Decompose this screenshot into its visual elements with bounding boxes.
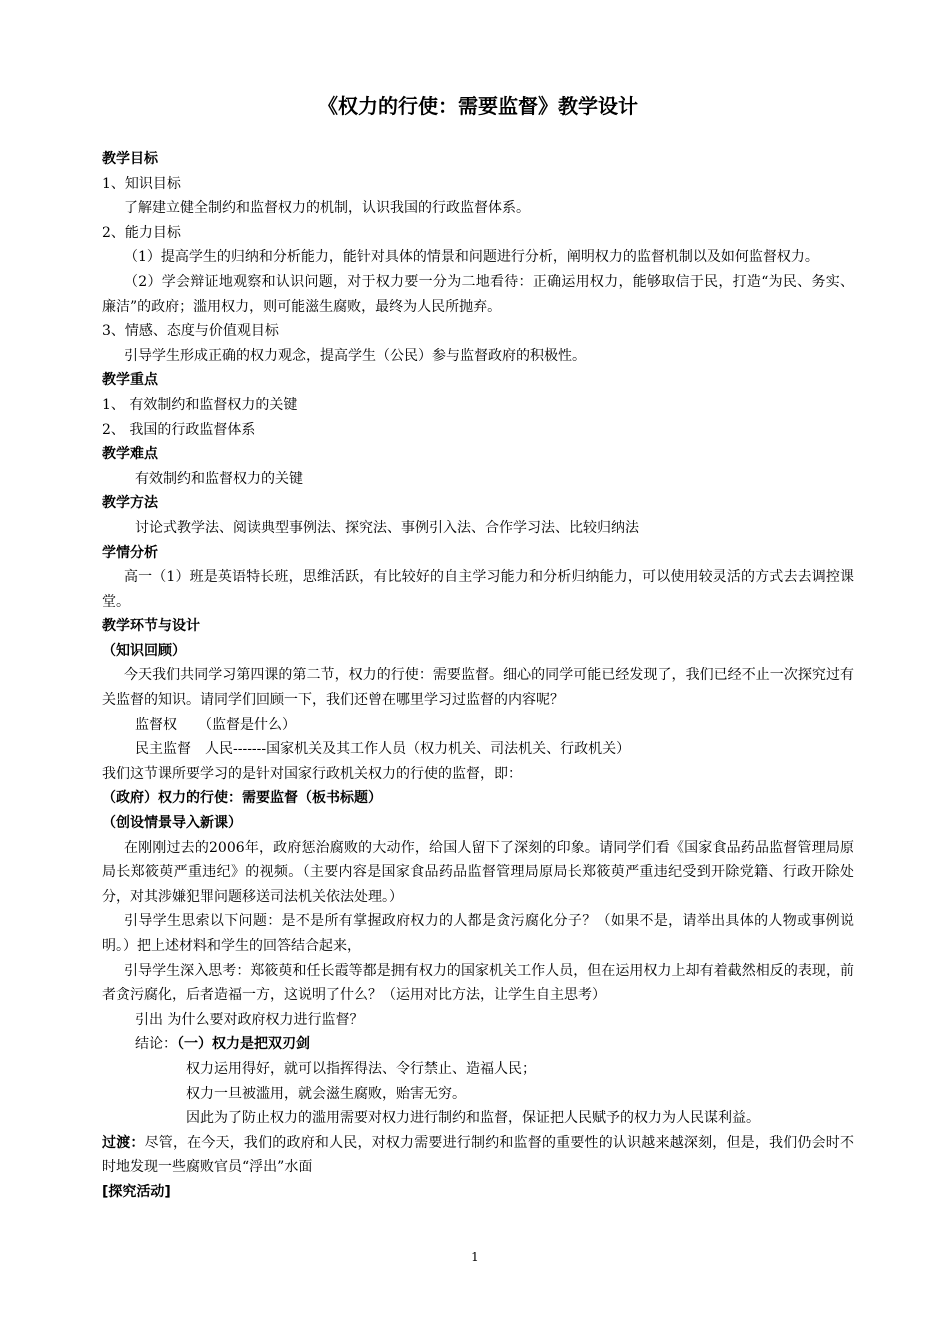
heading-methods: 教学方法 [102,495,158,512]
section-inquiry-activity: [探究活动] [102,1183,171,1200]
heading-student-analysis: 学情分析 [102,544,158,561]
conclusion-summary: 因此为了防止权力的滥用需要对权力进行制约和监督，保证把人民赋予的权力为人民谋利益。 [186,1110,760,1127]
heading-teaching-process: 教学环节与设计 [102,618,200,635]
conclusion-label: 结论： [135,1036,177,1053]
paragraph-scenario: 在刚刚过去的2006年，政府惩治腐败的大动作，给国人留下了深刻的印象。请同学们看《国家食品药品监督管理局原局长郑筱萸严重违纪》的视频。（主要内容是国家食品药品监督管理局原局长郑筱萸严重违纪受到开除党籍、行政开除处分，对其涉嫌犯罪问题移送司法机关依法处理。） [102,839,854,905]
subheading-values-goal: 3、情感、态度与价值观目标 [102,323,279,340]
conclusion-heading: （一）权力是把双刃剑 [177,1036,310,1053]
transition-label: 过渡： [102,1134,145,1151]
paragraph-guide-question: 引导学生思索以下问题：是不是所有掌握政府权力的人都是贪污腐化分子？（如果不是，请举出具体的人物或事例说明。）把上述材料和学生的回答结合起来， [102,913,854,954]
methods-list: 讨论式教学法、阅读典型事例法、探究法、事例引入法、合作学习法、比较归纳法 [135,519,639,536]
review-item-supervision-right: 监督权 （监督是什么） [135,716,296,733]
transition-text: 尽管，在今天，我们的政府和人民，对权力需要进行制约和监督的重要性的认识越来越深刻，但是，我们仍会时不时地发现一些腐败官员“浮出”水面 [102,1134,854,1176]
heading-difficulties: 教学难点 [102,446,158,463]
subheading-knowledge-goal: 1、知识目标 [102,175,181,192]
subheading-ability-goal: 2、能力目标 [102,224,181,241]
paragraph-deep-thinking: 引导学生深入思考：郑筱萸和任长霞等都是拥有权力的国家机关工作人员，但在运用权力上却有着截然相反的表现，前者贪污腐化，后者造福一方，这说明了什么？（运用对比方法，让学生自主思考） [102,962,854,1004]
paragraph-student-analysis: 高一（1）班是英语特长班，思维活跃，有比较好的自主学习能力和分析归纳能力，可以使用较灵活的方式去去调控课堂。 [102,569,854,610]
paragraph-ability-2: （2）学会辩证地观察和认识问题，对于权力要一分为二地看待：正确运用权力，能够取信于民，打造“为民、务实、廉洁”的政府；滥用权力，则可能滋生腐败，最终为人民所抛弃。 [102,273,854,315]
heading-teaching-goals: 教学目标 [102,151,158,167]
section-knowledge-review: （知识回顾） [102,642,186,659]
paragraph-lesson-focus: 我们这节课所要学习的是针对国家行政机关权力的行使的监督，即： [102,765,522,782]
conclusion-point-1: 权力运用得好，就可以指挥得法、令行禁止、造福人民； [186,1060,536,1077]
section-scenario-intro: （创设情景导入新课） [102,815,242,832]
page-number: 1 [471,1250,479,1264]
heading-key-points: 教学重点 [102,372,158,389]
review-item-democratic-supervision: 民主监督 人民-------国家机关及其工作人员（权力机关、司法机关、行政机关） [135,741,631,758]
paragraph-review-intro: 今天我们共同学习第四课的第二节，权力的行使：需要监督。细心的同学可能已经发现了，我们已经不止一次探究过有关监督的知识。请同学们回顾一下，我们还曾在哪里学习过监督的内容呢？ [102,667,854,709]
conclusion-point-2: 权力一旦被滥用，就会滋生腐败，贻害无穷。 [186,1085,466,1102]
paragraph-lead-question: 引出 为什么要对政府权力进行监督？ [135,1011,364,1028]
document-title: 《权力的行使：需要监督》教学设计 [318,94,638,118]
key-point-2: 2、 我国的行政监督体系 [102,421,256,438]
paragraph-knowledge-goal: 了解建立健全制约和监督权力的机制，认识我国的行政监督体系。 [124,200,530,217]
conclusion-line [102,1032,854,1057]
key-point-1: 1、 有效制约和监督权力的关键 [102,396,298,413]
document-page [102,90,854,1205]
paragraph-ability-1: （1）提高学生的归纳和分析能力，能针对具体的情景和问题进行分析，阐明权力的监督机制以及如何监督权力。 [124,249,819,266]
transition-paragraph [102,1131,854,1180]
board-title: （政府）权力的行使：需要监督（板书标题） [102,790,382,807]
difficulty-item: 有效制约和监督权力的关键 [135,470,303,487]
paragraph-values-goal: 引导学生形成正确的权力观念，提高学生（公民）参与监督政府的积极性。 [124,347,586,364]
